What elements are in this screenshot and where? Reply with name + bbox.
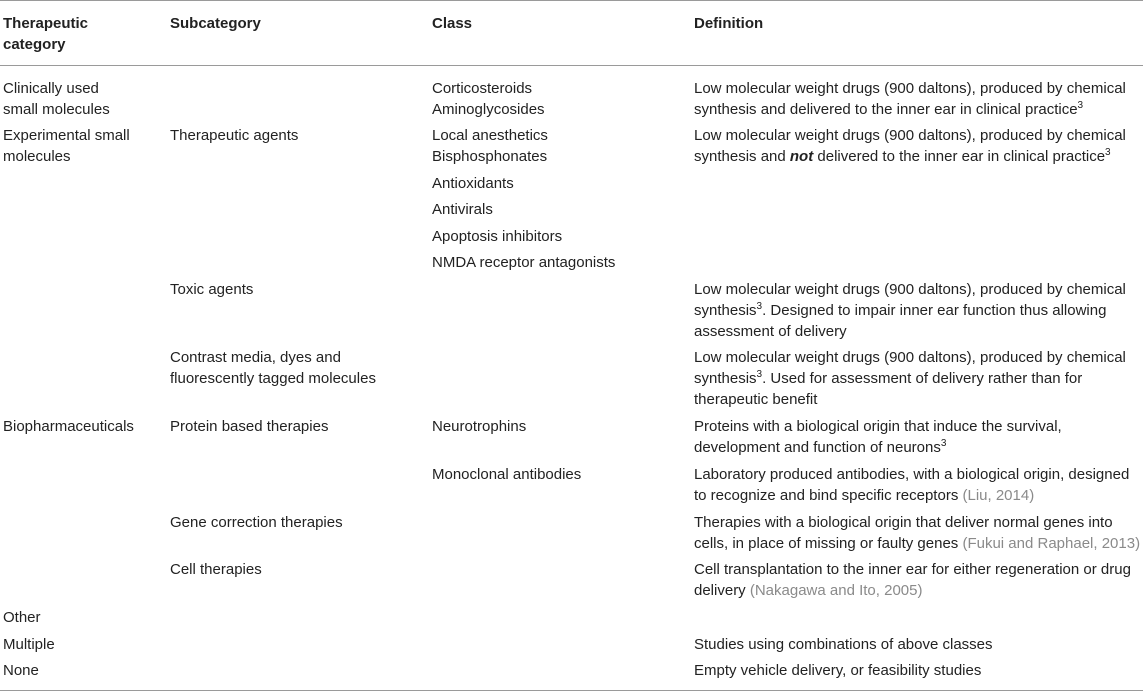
class-neurotrophins: Neurotrophins xyxy=(432,418,527,435)
definition-clinical-line-1: Low molecular weight drugs (900 daltons), produced by chemical xyxy=(694,80,1126,97)
definition-cell-line-1: Cell transplantation to the inner ear for either regeneration or drug xyxy=(694,561,1131,578)
class-corticosteroids: Corticosteroids xyxy=(432,80,533,97)
definition-experimental-line-1: Low molecular weight drugs (900 daltons), produced by chemical xyxy=(694,127,1126,144)
header-category-line-1: Therapeutic xyxy=(3,15,89,32)
category-other: Other xyxy=(3,609,41,626)
emphasis-not: not xyxy=(789,148,814,165)
definition-monoclonal-line-1: Laboratory produced antibodies, with a biological origin, designed xyxy=(694,466,1130,483)
header-definition: Definition xyxy=(694,15,764,32)
definition-toxic-line-2: synthesis$^3$. Designed to impair inner ear function thus allowing xyxy=(694,301,1107,319)
definition-cell-line-2: delivery (Nakagawa and Ito, 2005) xyxy=(694,582,923,599)
definition-toxic-line-3: assessment of delivery xyxy=(694,323,847,340)
header-subcategory: Subcategory xyxy=(170,15,261,32)
citation-link[interactable]: (Liu, 2014) xyxy=(962,487,1035,504)
class-monoclonal-antibodies: Monoclonal antibodies xyxy=(432,466,582,483)
definition-clinical-line-2: synthesis and delivered to the inner ear in clinical practice$^3$ xyxy=(694,100,1084,118)
class-apoptosis-inhibitors: Apoptosis inhibitors xyxy=(432,228,563,245)
class-local-anesthetics: Local anesthetics xyxy=(432,127,548,144)
class-aminoglycosides: Aminoglycosides xyxy=(432,101,545,118)
header-category-line-2: category xyxy=(3,36,66,53)
category-experimental-line-2: molecules xyxy=(3,148,71,165)
definition-neurotrophins-line-1: Proteins with a biological origin that induce the survival, xyxy=(694,418,1062,435)
footnote-marker: 3 xyxy=(1105,147,1111,158)
category-multiple: Multiple xyxy=(3,636,55,653)
definition-gene-line-2: cells, in place of missing or faulty genes (Fukui and Raphael, 2013) xyxy=(694,535,1141,552)
category-clinical-line-2: small molecules xyxy=(3,101,110,118)
bottom-rule xyxy=(0,690,1143,691)
definition-multiple: Studies using combinations of above classes xyxy=(694,636,993,653)
category-none: None xyxy=(3,662,39,679)
definition-experimental-line-2: synthesis and not delivered to the inner ear in clinical practice$^3$ xyxy=(694,147,1111,165)
header-class: Class xyxy=(432,15,473,32)
definition-contrast-line-3: therapeutic benefit xyxy=(694,391,818,408)
top-rule xyxy=(0,0,1143,1)
definition-toxic-line-1: Low molecular weight drugs (900 daltons), produced by chemical xyxy=(694,281,1126,298)
subcategory-toxic-agents: Toxic agents xyxy=(170,281,254,298)
class-antioxidants: Antioxidants xyxy=(432,175,514,192)
class-antivirals: Antivirals xyxy=(432,201,493,218)
footnote-marker: 3 xyxy=(940,438,947,449)
definition-neurotrophins-line-2: development and function of neurons$^3$ xyxy=(694,438,947,456)
subcategory-gene-correction: Gene correction therapies xyxy=(170,514,343,531)
footnote-marker: 3 xyxy=(1077,100,1084,111)
definition-monoclonal-line-2: to recognize and bind specific receptors (Liu, 2014) xyxy=(694,487,1035,504)
definition-contrast-line-2: synthesis$^3$. Used for assessment of delivery rather than for xyxy=(694,369,1083,387)
definition-contrast-line-1: Low molecular weight drugs (900 daltons), produced by chemical xyxy=(694,349,1126,366)
definition-gene-line-1: Therapies with a biological origin that deliver normal genes into xyxy=(694,514,1113,531)
subcategory-cell-therapies: Cell therapies xyxy=(170,561,262,578)
subcategory-contrast-line-1: Contrast media, dyes and xyxy=(170,349,341,366)
class-bisphosphonates: Bisphosphonates xyxy=(432,148,548,165)
subcategory-contrast-line-2: fluorescently tagged molecules xyxy=(170,370,376,387)
subcategory-therapeutic-agents: Therapeutic agents xyxy=(170,127,299,144)
class-nmda-antagonists: NMDA receptor antagonists xyxy=(432,254,616,271)
definition-none: Empty vehicle delivery, or feasibility studies xyxy=(694,662,982,679)
subcategory-protein-based: Protein based therapies xyxy=(170,418,329,435)
citation-link[interactable]: (Fukui and Raphael, 2013) xyxy=(962,535,1141,552)
category-experimental-line-1: Experimental small xyxy=(3,127,130,144)
footnote-marker: 3 xyxy=(756,301,763,312)
footnote-marker: 3 xyxy=(756,369,763,380)
category-biopharmaceuticals: Biopharmaceuticals xyxy=(3,418,134,435)
header-rule xyxy=(0,65,1143,66)
citation-link[interactable]: (Nakagawa and Ito, 2005) xyxy=(749,582,923,599)
category-clinical-line-1: Clinically used xyxy=(3,80,99,97)
